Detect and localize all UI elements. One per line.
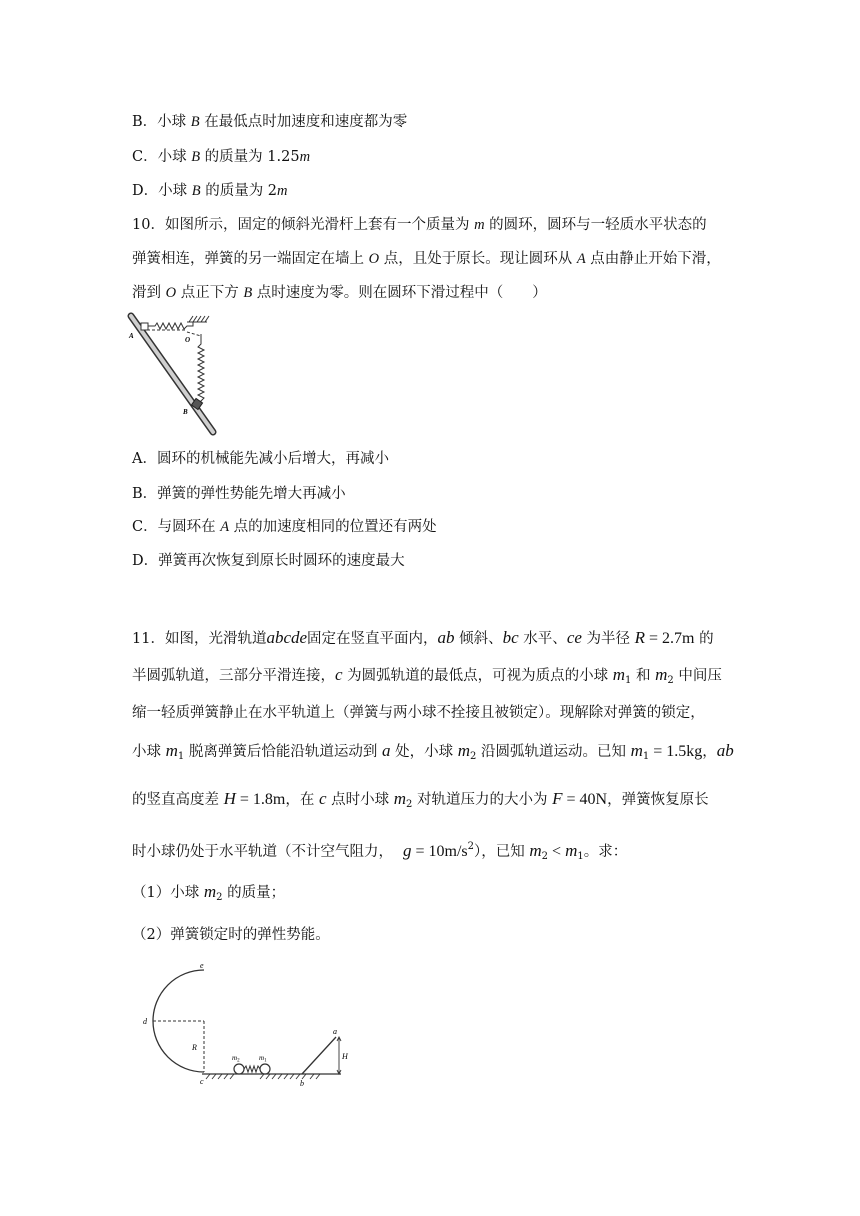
q11-part-2 [132, 925, 330, 945]
q11-stem-line-5 [132, 789, 709, 815]
less-than: < [548, 843, 566, 860]
var-ab: ab [437, 628, 455, 647]
text: 的质量； [222, 885, 286, 901]
q11-stem-line-2 [132, 665, 722, 691]
text: 弹簧相连，弹簧的另一端固定在墙上 [132, 251, 369, 267]
var-o: O [368, 251, 380, 267]
var-m2: m [203, 882, 217, 901]
text: （2）弹簧锁定时的弹性势能。 [132, 927, 330, 943]
var-ce: ce [566, 628, 582, 647]
text: 对轨道压力的大小为 [412, 792, 553, 808]
label-e: e [200, 962, 204, 970]
var-bc: bc [502, 628, 519, 647]
subscript: 2 [469, 751, 477, 762]
height-arrow [337, 1037, 341, 1074]
var-c: c [318, 789, 327, 808]
var-c: c [335, 665, 343, 684]
var-b: B [191, 149, 201, 165]
var-m: m [299, 149, 311, 165]
text: （1）小球 [132, 885, 204, 901]
label-m2-sub: 2 [237, 1058, 240, 1064]
subscript: 1 [177, 751, 185, 762]
var-b: B [190, 114, 200, 130]
label-a: a [333, 1027, 337, 1036]
var-abcde: abcde [266, 628, 308, 647]
text: 沿圆弧轨道运动。已知 [476, 744, 631, 760]
q9-option-d [132, 181, 288, 201]
text: D．小球 [132, 183, 192, 199]
label-b: b [300, 1079, 304, 1088]
text: ， [702, 744, 717, 760]
text: 点的加速度相同的位置还有两处 [229, 519, 437, 535]
q9-option-c [132, 147, 310, 167]
label-b: B [183, 408, 188, 416]
q10-option-b [132, 484, 346, 504]
q10-option-a [132, 449, 389, 469]
q10-option-c [132, 517, 437, 537]
label-m1-m: m [259, 1054, 265, 1062]
ball-m2 [234, 1064, 244, 1074]
q11-stem-line-3 [132, 703, 705, 723]
var-m2: m [529, 841, 542, 860]
label-m1 [259, 1054, 267, 1064]
text: 中间压 [673, 668, 722, 684]
value: = 2.7m [645, 630, 695, 647]
text: B．弹簧的弹性势能先增大再减小 [132, 486, 346, 502]
var-h: H [223, 789, 236, 808]
var-m1: m [565, 841, 578, 860]
text: 和 [631, 668, 656, 684]
text: 固定在竖直平面内， [307, 631, 438, 647]
text: 半圆弧轨道，三部分平滑连接， [132, 668, 335, 684]
q11-part-1 [132, 882, 285, 908]
text: 的质量为 1.25 [200, 149, 300, 165]
label-o: O [185, 336, 191, 344]
label-m2-m: m [232, 1054, 238, 1062]
label-c: c [200, 1077, 204, 1086]
text: 小球 [132, 744, 166, 760]
var-m2: m [655, 665, 668, 684]
q10-stem-line-1 [132, 215, 707, 235]
text: 点由静止开始下滑， [585, 251, 721, 267]
label-h: H [342, 1052, 348, 1061]
q10-stem-line-2 [132, 249, 721, 269]
text: 脱离弹簧后恰能沿轨道运动到 [184, 744, 382, 760]
text: 11．如图，光滑轨道 [132, 631, 267, 647]
var-b: B [243, 285, 253, 301]
text: 点时速度为零。则在圆环下滑过程中（ ） [252, 285, 547, 301]
text: 的质量为 2 [200, 183, 278, 199]
q11-figure [136, 962, 356, 1092]
q9-option-b [132, 112, 407, 132]
text: D．弹簧再次恢复到原长时圆环的速度最大 [132, 553, 405, 569]
incline-track [302, 1037, 336, 1074]
var-m1: m [630, 741, 643, 760]
text: 时小球仍处于水平轨道（不计空气阻力， [132, 844, 393, 860]
subscript: 1 [577, 851, 584, 862]
text: 处，小球 [390, 744, 458, 760]
var-m2: m [393, 789, 407, 808]
subscript: 2 [541, 851, 549, 862]
text: 点时小球 [326, 792, 394, 808]
var-g: g [403, 841, 412, 860]
text: 为圆弧轨道的最低点，可视为质点的小球 [342, 668, 613, 684]
q11-stem-line-6 [132, 837, 627, 867]
ring-start [141, 323, 148, 330]
text: 在最低点时加速度和速度都为零 [199, 114, 408, 130]
q10-figure [125, 312, 225, 436]
text: ，在 [285, 792, 319, 808]
q10-option-d [132, 551, 405, 571]
subscript: 2 [406, 799, 413, 810]
text: 倾斜、 [454, 631, 503, 647]
value: = 1.5kg [649, 743, 703, 760]
value: = 40N [562, 791, 608, 808]
subscript: 1 [642, 751, 650, 762]
spring-horizontal [147, 322, 193, 329]
superscript: 2 [467, 841, 475, 852]
text: 的竖直高度差 [132, 792, 224, 808]
label-m2 [232, 1054, 240, 1064]
text: 点正下方 [176, 285, 244, 301]
var-a: a [381, 741, 391, 760]
var-a: A [576, 251, 586, 267]
var-m: m [474, 217, 485, 233]
text: ），已知 [474, 844, 530, 860]
q11-stem-line-1 [132, 628, 714, 649]
var-m: m [277, 183, 288, 199]
spring [244, 1066, 260, 1072]
text: C．小球 [132, 149, 192, 165]
var-f: F [552, 789, 563, 808]
var-m1: m [165, 741, 178, 760]
q10-stem-line-3 [132, 283, 547, 303]
var-a: A [220, 519, 230, 535]
wall-hatch [187, 316, 209, 322]
text: 。求： [583, 844, 628, 860]
label-d: d [143, 1017, 147, 1026]
text: ，弹簧恢复原长 [607, 792, 709, 808]
label-m1-sub: 1 [264, 1058, 267, 1064]
text: B．小球 [132, 114, 191, 130]
value: = 1.8m [235, 791, 286, 808]
text: A．圆环的机械能先减小后增大，再减小 [132, 451, 389, 467]
var-m1: m [612, 665, 626, 684]
var-o: O [165, 285, 177, 301]
var-r: R [634, 628, 646, 647]
subscript: 1 [625, 675, 632, 686]
var-b: B [191, 183, 201, 199]
text: 的 [694, 631, 714, 647]
text: 为半径 [581, 631, 635, 647]
text: 水平、 [518, 631, 567, 647]
q11-stem-line-4 [132, 741, 734, 767]
ball-m1 [260, 1064, 270, 1074]
label-r: R [192, 1043, 197, 1052]
var-m2: m [457, 741, 470, 760]
inclined-rod [131, 316, 213, 432]
spring-vertical [198, 334, 204, 404]
value: = 10m/s [411, 843, 468, 860]
text: 滑到 [132, 285, 166, 301]
var-ab: ab [716, 741, 734, 760]
subscript: 2 [667, 675, 674, 686]
subscript: 2 [216, 892, 223, 903]
text: 10．如图所示，固定的倾斜光滑杆上套有一个质量为 [132, 217, 475, 233]
text: 的圆环，圆环与一轻质水平状态的 [484, 217, 707, 233]
text: 缩一轻质弹簧静止在水平轨道上（弹簧与两小球不拴接且被锁定）。现解除对弹簧的锁定， [132, 705, 705, 721]
label-a: A [129, 332, 134, 340]
text: 点，且处于原长。现让圆环从 [379, 251, 577, 267]
text: C．与圆环在 [132, 519, 221, 535]
